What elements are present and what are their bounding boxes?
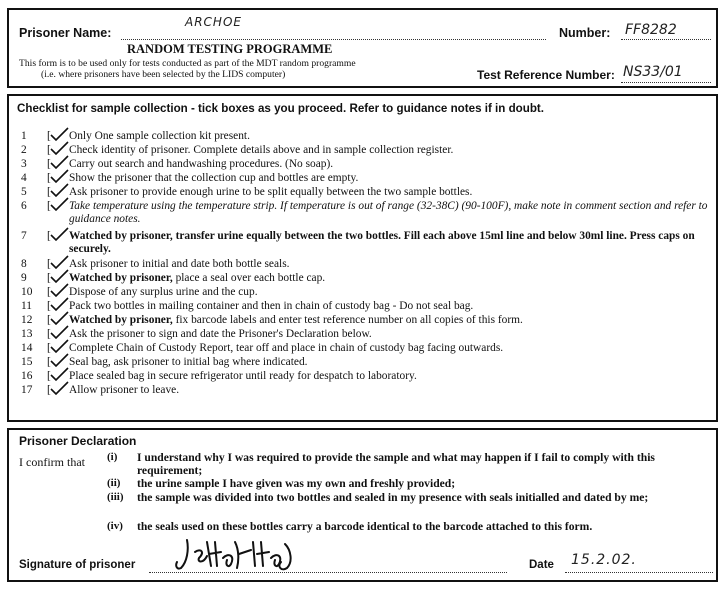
tick-mark-icon [49,339,71,353]
declaration-item-text: I understand why I was required to provide the sample and what may happen if I fail to comply with this requirement; [137,451,655,477]
checklist-item-text [69,200,717,226]
checklist-item-body: Complete Chain of Custody Report, tear off and place in chain of custody bag facing outwards. [69,342,504,354]
checkbox-bracket[interactable]: [ [47,172,51,184]
confirm-label: I confirm that [19,455,85,469]
declaration-item-number: (iv) [107,520,123,532]
tick-mark-icon [49,197,71,211]
checkbox-bracket[interactable]: [ [47,286,51,298]
tick-mark-icon [49,283,71,297]
checklist-item-body: Carry out search and handwashing procedures. (No soap). [69,158,334,170]
checklist-item-emphasis: Watched by prisoner, [69,230,173,242]
checklist-item-number: 10 [21,286,33,298]
checklist-item-text [69,230,717,256]
checklist-item-text [69,370,717,383]
tick-mark-icon [49,227,71,241]
checkbox-bracket[interactable]: [ [47,258,51,270]
checklist-item-text [69,258,717,271]
date-value: 15.2.02. [571,552,637,568]
checklist-item-text [69,130,717,143]
checklist-item-number: 12 [21,314,33,326]
tick-mark-icon [49,127,71,141]
test-reference-value: NS33/01 [623,64,683,80]
declaration-title: Prisoner Declaration [19,434,137,448]
checklist-item-body: fix barcode labels and enter test reference number on all copies of this form. [175,314,523,326]
checklist-item-number: 14 [21,342,33,354]
declaration-item-number: (i) [107,451,118,463]
checklist-item-number: 16 [21,370,33,382]
checklist-item-body: Allow prisoner to leave. [69,384,180,396]
tick-mark-icon [49,297,71,311]
checklist-item-number: 1 [21,130,27,142]
tick-mark-icon [49,381,71,395]
prisoner-name-label: Prisoner Name: [19,26,112,40]
checklist-item-body: place a seal over each bottle cap. [175,272,326,284]
checklist-item-body: Pack two bottles in mailing container and then in chain of custody bag - Do not seal bag. [69,300,474,312]
number-value: FF8282 [625,22,677,38]
checkbox-bracket[interactable]: [ [47,342,51,354]
checklist-item-text [69,144,717,157]
tick-mark-icon [49,255,71,269]
checkbox-bracket[interactable]: [ [47,272,51,284]
tick-mark-icon [49,353,71,367]
checklist-item-body: Place sealed bag in secure refrigerator until ready for despatch to laboratory. [69,370,417,382]
checklist-item-body: transfer urine equally between the two bottles. Fill each above 15ml line and below 30ml line. Press caps on securely. [69,230,695,255]
checklist-item-text [69,384,717,397]
signature-label: Signature of prisoner [19,559,136,571]
date-line [565,572,713,573]
checklist-item-body: Seal bag, ask prisoner to initial bag where indicated. [69,356,308,368]
checklist-item-number: 4 [21,172,27,184]
checklist-item-number: 11 [21,300,32,312]
prisoner-signature [173,536,333,574]
checklist-item-text [69,300,717,313]
test-reference-label: Test Reference Number: [477,68,615,82]
checklist-section [7,94,718,422]
checklist-item-text [69,342,717,355]
checklist-item-text [69,172,717,185]
declaration-section [7,428,718,582]
tick-mark-icon [49,325,71,339]
checkbox-bracket[interactable]: [ [47,370,51,382]
checklist-item-number: 8 [21,258,27,270]
checklist-item-number: 13 [21,328,33,340]
checkbox-bracket[interactable]: [ [47,328,51,340]
form-note-line2: (i.e. where prisoners have been selected by the LIDS computer) [41,69,286,80]
checklist-item-body: Ask prisoner to provide enough urine to be split equally between the two sample bottles. [69,186,473,198]
checklist-item-text [69,272,717,285]
tick-mark-icon [49,367,71,381]
checkbox-bracket[interactable]: [ [47,356,51,368]
checkbox-bracket[interactable]: [ [47,230,51,242]
checkbox-bracket[interactable]: [ [47,200,51,212]
checkbox-bracket[interactable]: [ [47,186,51,198]
checkbox-bracket[interactable]: [ [47,384,51,396]
checklist-item-body: Only One sample collection kit present. [69,130,250,142]
checklist-item-text [69,286,717,299]
checklist-item-body: Ask the prisoner to sign and date the Prisoner's Declaration below. [69,328,372,340]
checklist-item-body: Check identity of prisoner. Complete details above and in sample collection register. [69,144,454,156]
checklist-item-number: 3 [21,158,27,170]
checklist-item-number: 15 [21,356,33,368]
checklist-item-text [69,158,717,171]
checklist-item-text [69,328,717,341]
declaration-item-number: (ii) [107,477,121,489]
checkbox-bracket[interactable]: [ [47,130,51,142]
checkbox-bracket[interactable]: [ [47,158,51,170]
checklist-item-body: Show the prisoner that the collection cup and bottles are empty. [69,172,359,184]
checklist-item-body: Dispose of any surplus urine and the cup. [69,286,258,298]
tick-mark-icon [49,155,71,169]
form-note-line1: This form is to be used only for tests conducted as part of the MDT random programme [19,58,356,69]
checklist-item-text [69,314,717,327]
declaration-item-number: (iii) [107,491,124,503]
checkbox-bracket[interactable]: [ [47,314,51,326]
checklist-item-body: Ask prisoner to initial and date both bottle seals. [69,258,290,270]
checkbox-bracket[interactable]: [ [47,144,51,156]
tick-mark-icon [49,141,71,155]
tick-mark-icon [49,269,71,283]
tick-mark-icon [49,311,71,325]
header-section [7,8,718,88]
checklist-item-number: 17 [21,384,33,396]
checklist-item-text [69,356,717,369]
declaration-item-text: the urine sample I have given was my own and freshly provided; [137,477,456,490]
checklist-item-text [69,186,717,199]
number-line [621,39,711,40]
date-label: Date [529,559,554,571]
number-label: Number: [559,26,611,40]
checklist-item-number: 9 [21,272,27,284]
tick-mark-icon [49,183,71,197]
checkbox-bracket[interactable]: [ [47,300,51,312]
checklist-item-emphasis: Watched by prisoner, [69,314,173,326]
declaration-item-text: the sample was divided into two bottles and sealed in my presence with seals initialled and dated by me; [137,491,649,504]
checklist-item-number: 5 [21,186,27,198]
declaration-item-text: the seals used on these bottles carry a barcode identical to the barcode attached to this form. [137,520,593,533]
checklist-item-number: 2 [21,144,27,156]
test-reference-line [621,82,711,83]
tick-mark-icon [49,169,71,183]
checklist-item-number: 7 [21,230,27,242]
checklist-item-emphasis: Watched by prisoner, [69,272,173,284]
checklist-item-body: Take temperature using the temperature strip. If temperature is out of range (32-38C) (90-100F), make note in comment section and refer to guidance notes. [69,200,708,225]
programme-title: RANDOM TESTING PROGRAMME [127,42,333,56]
checklist-title: Checklist for sample collection - tick boxes as you proceed. Refer to guidance notes if in doubt. [17,102,544,115]
checklist-item-number: 6 [21,200,27,212]
prisoner-name-line [121,39,546,40]
prisoner-name-value: ARCHOE [185,15,242,29]
